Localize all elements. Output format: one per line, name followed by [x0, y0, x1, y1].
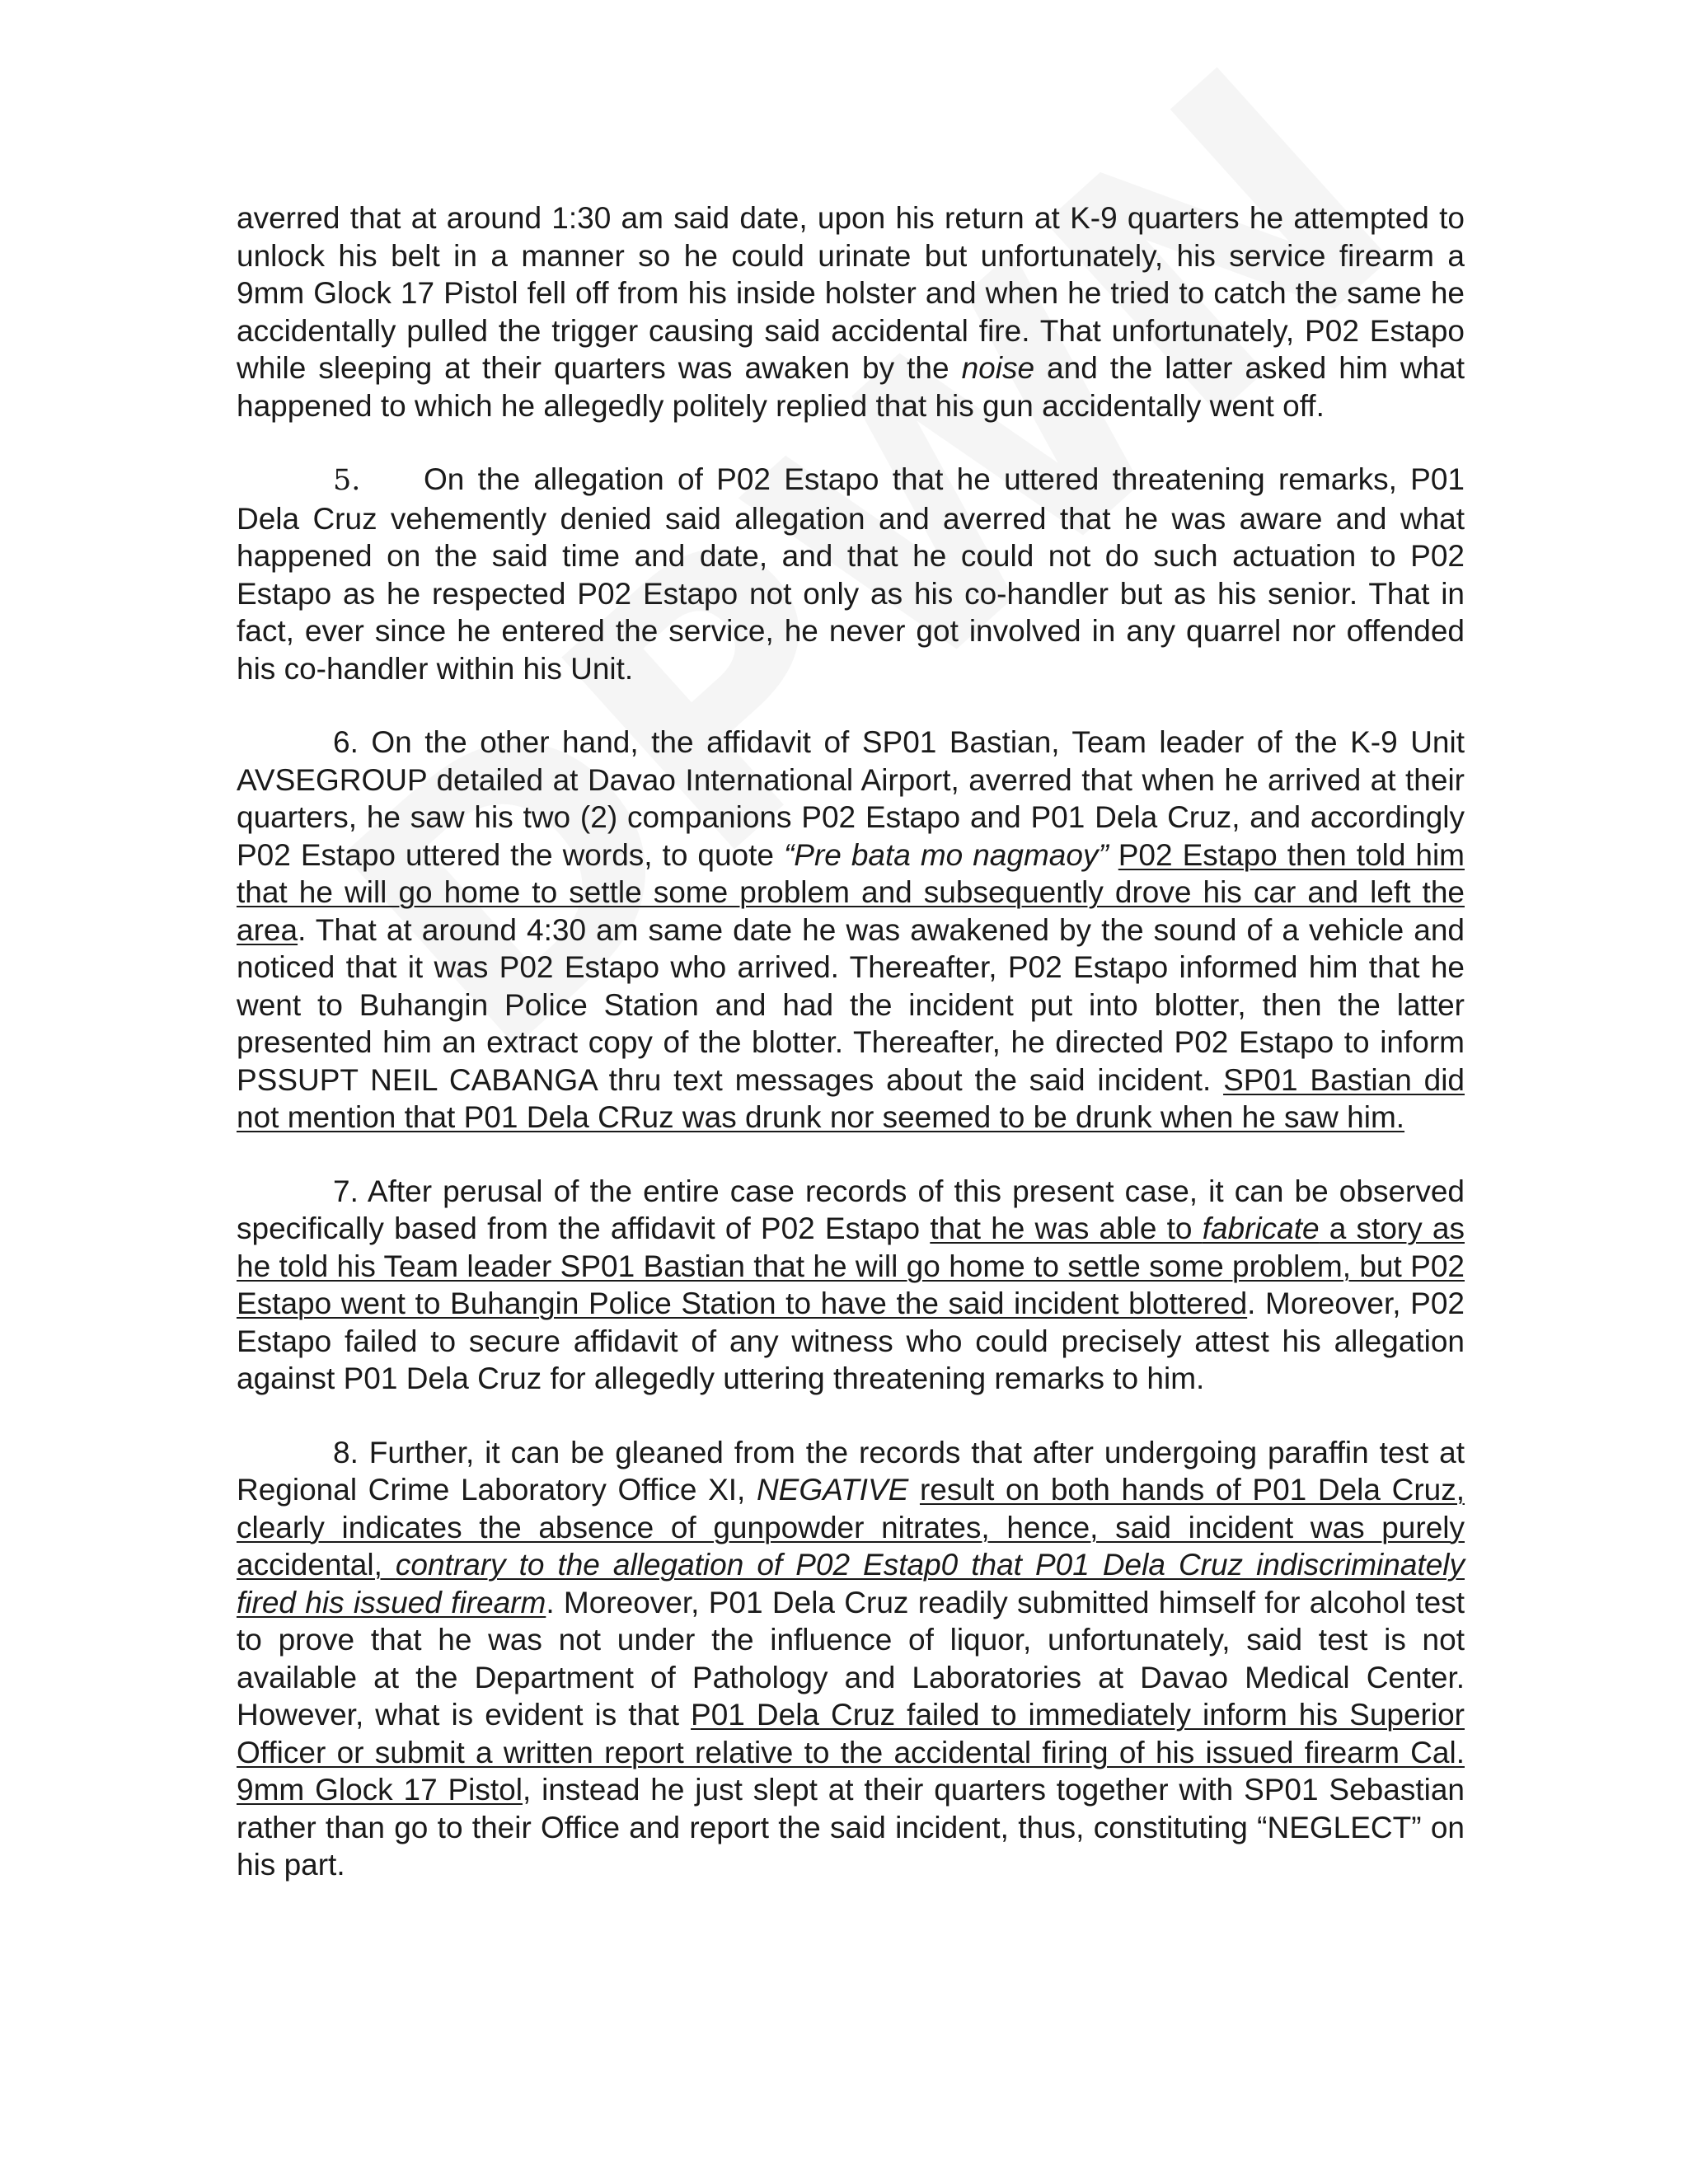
text-segment: “Pre bata mo nagmaoy”: [783, 837, 1109, 872]
text-segment: P02 Estapo then told him that he will go home to settle some problem and subsequently drove his car and left the area: [237, 837, 1465, 947]
text-segment: a story as he told his Team leader SP01 Bastian that he will go home to settle some problem, but P02 Estapo went to Buhangin Police Station to have the said incident blottered: [237, 1212, 1465, 1320]
text-segment: 7. After perusal of the entire case records of this present case, it can be observed specifically based from the affidavit of P02 Estapo: [237, 1174, 1465, 1245]
text-segment: that he was able to: [930, 1212, 1203, 1245]
text-segment: , instead he just slept at their quarters together with SP01 Sebastian rather than go to their Office and report the said incident, thus, constituting “NEGLECT” on his part.: [237, 1773, 1465, 1882]
text-segment: . Moreover, P02 Estapo failed to secure affidavit of any witness who could precisely attest his allegation against P01 Dela Cruz for allegedly uttering threatening remarks to him.: [237, 1286, 1465, 1395]
text-segment: 8. Further, it can be gleaned from the records that after undergoing paraffin test at Regional Crime Laboratory Office XI,: [237, 1435, 1465, 1507]
paragraph-number: 5.: [333, 464, 361, 497]
text-segment: fabricate: [1202, 1212, 1320, 1245]
text-segment: [1109, 838, 1118, 872]
text-segment: . Moreover, P01 Dela Cruz readily submitted himself for alcohol test to prove that he was not under the influence of liquor, unfortunately, said test is not available at the Department of Pathology and Laboratories at Davao Medical Center. However, what is evident is that: [237, 1585, 1465, 1732]
text-segment: and the latter asked him what happened to which he allegedly politely replied that his gun accidentally went off.: [237, 351, 1465, 423]
document-body: [237, 199, 1465, 1920]
text-segment: [908, 1473, 920, 1507]
text-segment: SP01 Bastian did not mention that P01 Dela CRuz was drunk nor seemed to be drunk when he saw him.: [237, 1062, 1465, 1134]
text-segment: On the allegation of P02 Estapo that he uttered threatening remarks, P01 Dela Cruz vehemently denied said allegation and averred that he was aware and what happened on the said time and date, and that he could not do such actuation to P02 Estapo as he respected P02 Estapo not only as his co-handler but as his senior. That in fact, ever since he entered the service, he never got involved in any quarrel nor offended his co-handler within his Unit.: [237, 462, 1465, 686]
text-segment: noise: [961, 351, 1035, 385]
paragraph-p7: [237, 1173, 1465, 1398]
text-segment: contrary to the allegation of P02 Estap0 that P01 Dela Cruz indiscriminately fired his issued firearm: [237, 1548, 1465, 1619]
text-segment: result on both hands of P01 Dela Cruz, clearly indicates the absence of gunpowder nitrates, hence, said incident was purely accidental,: [237, 1473, 1465, 1582]
paragraph-p6: [237, 724, 1465, 1137]
text-segment: 6. On the other hand, the affidavit of SP01 Bastian, Team leader of the K-9 Unit AVSEGROUP detailed at Davao International Airport, averred that when he arrived at their quarters, he saw his two (2) companions P02 Estapo and P01 Dela Cruz, and accordingly P02 Estapo uttered the words, to quote: [237, 725, 1465, 872]
text-segment: NEGATIVE: [756, 1473, 909, 1507]
text-segment: P01 Dela Cruz failed to immediately inform his Superior Officer or submit a written report relative to the accidental firing of his issued firearm Cal. 9mm Glock 17 Pistol: [237, 1698, 1465, 1807]
paragraph-p4-cont: [237, 199, 1465, 424]
text-segment: averred that at around 1:30 am said date, upon his return at K-9 quarters he attempted to unlock his belt in a manner so he could urinate but unfortunately, his service firearm a 9mm Glock 17 Pistol fell off from his inside holster and when he tried to catch the same he accidentally pulled the trigger causing said accidental fire. That unfortunately, P02 Estapo while sleeping at their quarters was awaken by the: [237, 201, 1465, 385]
text-segment: . That at around 4:30 am same date he was awakened by the sound of a vehicle and noticed that it was P02 Estapo who arrived. Thereafter, P02 Estapo informed him that he went to Buhangin Police Station and had the incident put into blotter, then the latter presented him an extract copy of the blotter. Thereafter, he directed P02 Estapo to inform PSSUPT NEIL CABANGA thru text messages about the said incident.: [237, 912, 1465, 1097]
paragraph-p5: [237, 461, 1465, 687]
paragraph-p8: [237, 1434, 1465, 1884]
